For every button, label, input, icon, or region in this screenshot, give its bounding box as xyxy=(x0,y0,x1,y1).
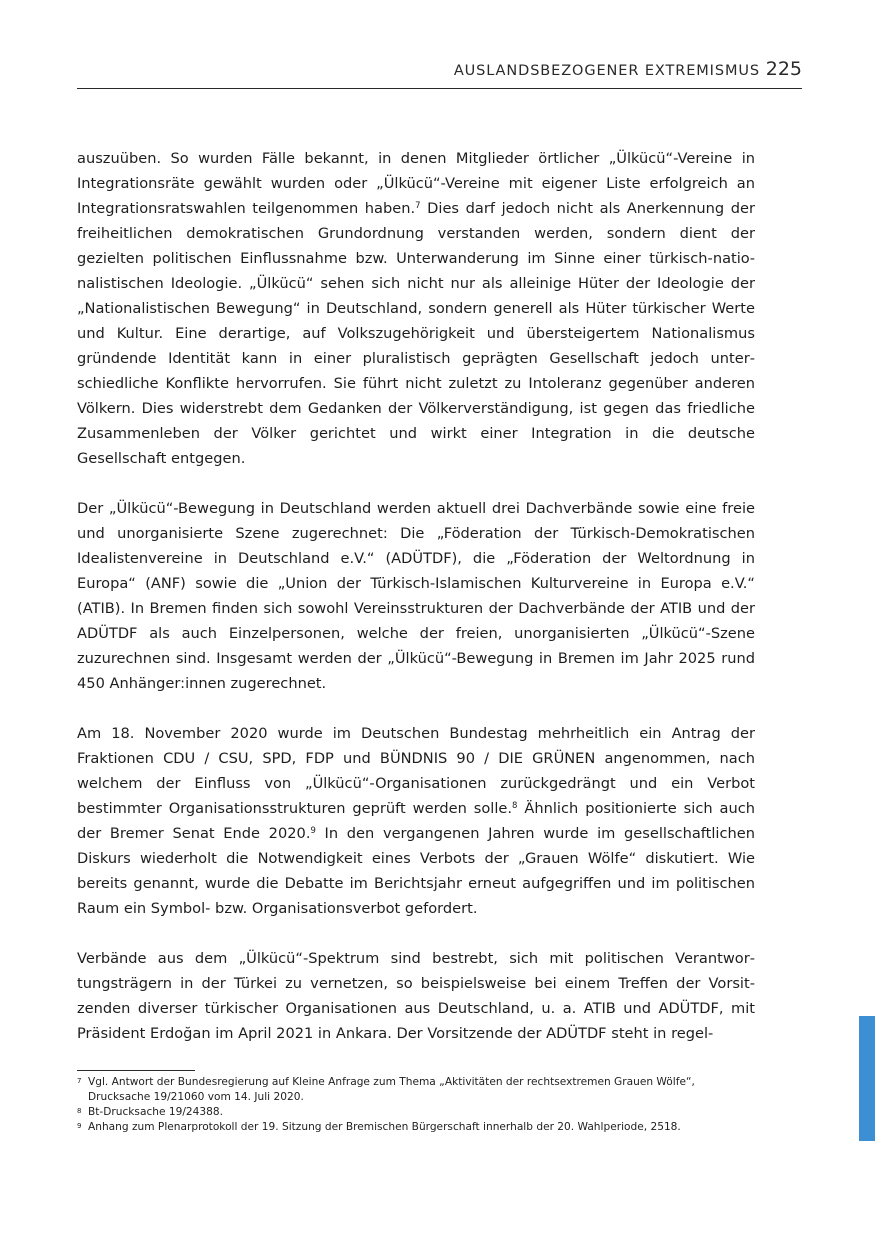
footnote-divider xyxy=(77,1070,195,1071)
footnote xyxy=(77,1075,755,1105)
footnote-reference[interactable]: 7 xyxy=(415,201,421,211)
paragraph-text: auszuüben. So wurden Fälle bekannt, in denen Mitglieder örtlicher „Ülkücü“-Vereine in Integrationsräte gewählt wurden oder „Ülkücü“-Vereine mit eigener Liste erfolgreich an Integrationsratswahlen teilgenommen haben. xyxy=(77,150,755,217)
footnote-text: Anhang zum Plenarprotokoll der 19. Sitzung der Bremischen Bürgerschaft innerhalb der 20. Wahlperiode, 2518. xyxy=(88,1121,681,1133)
paragraph xyxy=(77,496,755,696)
body-text xyxy=(77,146,755,1071)
footnote-text: Vgl. Antwort der Bundesregierung auf Kleine Anfrage zum Thema „Aktivitäten der rechtsextremen Grauen Wölfe“, Drucksache 19/21060 vom 14. Juli 2020. xyxy=(88,1076,695,1103)
paragraph xyxy=(77,146,755,471)
footnote-number: 7 xyxy=(77,1077,82,1085)
footnote-reference[interactable]: 9 xyxy=(310,826,316,836)
paragraph-text: Ähnlich positionierte sich auch der Bremer Senat Ende 2020. xyxy=(77,800,756,842)
footnote xyxy=(77,1120,755,1135)
footnote xyxy=(77,1105,755,1120)
footnote-number: 8 xyxy=(77,1107,82,1115)
paragraph-text: In den vergangenen Jahren wurde im gesellschaftlichen Diskurs wiederholt die Notwendigkeit eines Verbots der „Grauen Wölfe“ diskutiert. Wie bereits genannt, wurde die Debatte im Berichtsjahr erneut aufgegriffen und im politischen Raum ein Symbol- bzw. Organisationsverbot gefordert. xyxy=(77,825,755,917)
paragraph-text: Dies darf jedoch nicht als Anerkennung der freiheitlichen demokratischen Grundordnung verstanden werden, sondern dient der gezielten politischen Einflussnahme bzw. Unterwanderung im Sinne einer türkisch-nationalistischen Ideologie. „Ülkücü“ sehen sich nicht nur als alleinige Hüter der Ideologie der „Nationalistischen Bewegung“ in Deutschland, sondern generell als Hüter türkischer Werte und Kultur. Eine derartige, auf Volkszugehörigkeit und übersteigertem Nationalismus gründende Identität kann in einer pluralistisch geprägten Gesellschaft jedoch unterschiedliche Konflikte hervorrufen. Sie führt nicht zuletzt zu Intoleranz gegenüber anderen Völkern. Dies widerstrebt dem Gedanken der Völkerverständigung, ist gegen das friedliche Zusammenleben der Völker gerichtet und wirkt einer Integration in die deutsche Gesellschaft entgegen. xyxy=(77,200,755,467)
paragraph-text: Der „Ülkücü“-Bewegung in Deutschland werden aktuell drei Dachverbände sowie eine freie und unorganisierte Szene zugerechnet: Die „Föderation der Türkisch-Demokratischen Idealistenvereine in Deutschland e.V.“ (ADÜTDF), die „Föderation der Weltordnung in Europa“ (ANF) sowie die „Union der Türkisch-Islamischen Kulturvereine in Europa e.V.“ (ATIB). In Bremen finden sich sowohl Vereinsstrukturen der Dachverbände der ATIB und der ADÜTDF als auch Einzelpersonen, welche der freien, unorganisierten „Ülkücü“-Szene zuzurechnen sind. Insgesamt werden der „Ülkücü“-Bewegung in Bremen im Jahr 2025 rund 450 Anhänger:innen zugerechnet. xyxy=(77,500,755,692)
chapter-tab-marker xyxy=(859,1016,875,1141)
footnote-text: Bt-Drucksache 19/24388. xyxy=(88,1106,223,1118)
paragraph xyxy=(77,721,755,921)
footnote-number: 9 xyxy=(77,1122,82,1130)
running-header-title: AUSLANDSBEZOGENER EXTREMISMUS xyxy=(453,63,760,79)
footnotes xyxy=(77,1075,755,1135)
running-header xyxy=(77,58,802,89)
paragraph-text: Am 18. November 2020 wurde im Deutschen Bundestag mehrheitlich ein Antrag der Fraktionen CDU / CSU, SPD, FDP und BÜNDNIS 90 / DIE GRÜNEN angenommen, nach welchem der Einfluss von „Ülkücü“-Organisationen zurückgedrängt und ein Verbot bestimmter Organisationsstrukturen geprüft werden solle. xyxy=(77,725,755,817)
paragraph xyxy=(77,946,755,1046)
page-number: 225 xyxy=(765,58,802,80)
paragraph-text: Verbände aus dem „Ülkücü“-Spektrum sind bestrebt, sich mit politischen Verantwortungsträgern in der Türkei zu vernetzen, so beispielsweise bei einem Treffen der Vorsitzenden diverser türkischer Organisationen aus Deutschland, u. a. ATIB und ADÜTDF, mit Präsident Erdoğan im April 2021 in Ankara. Der Vorsitzende der ADÜTDF steht in regel- xyxy=(77,950,755,1042)
footnote-reference[interactable]: 8 xyxy=(512,801,518,811)
